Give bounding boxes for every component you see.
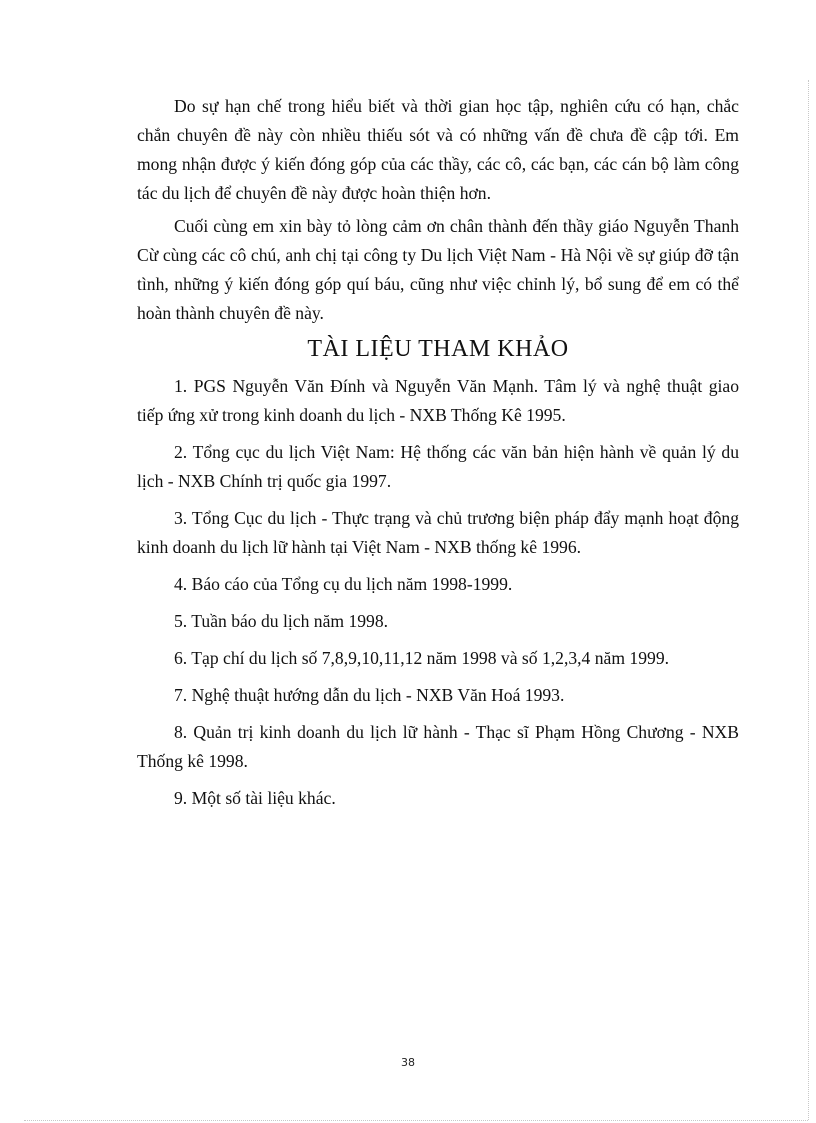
closing-paragraph-2: Cuối cùng em xin bày tỏ lòng cảm ơn chân thành đến thầy giáo Nguyễn Thanh Cừ cùng các cô chú, anh chị tại công ty Du lịch Việt Nam - Hà Nội về sự giúp đỡ tận tình, những ý kiến đóng góp quí báu, cũng như việc chỉnh lý, bổ sung để em có thể hoàn thành chuyên đề này. bbox=[137, 216, 739, 323]
page-edge-divider bbox=[808, 80, 809, 1120]
reference-item: 7. Nghệ thuật hướng dẫn du lịch - NXB Văn Hoá 1993. bbox=[174, 685, 565, 705]
reference-item: 6. Tạp chí du lịch số 7,8,9,10,11,12 năm 1998 và số 1,2,3,4 năm 1999. bbox=[174, 648, 670, 668]
references-heading: TÀI LIỆU THAM KHẢO bbox=[307, 336, 569, 362]
closing-paragraph-1: Do sự hạn chế trong hiểu biết và thời gian học tập, nghiên cứu có hạn, chắc chắn chuyên đề này còn nhiều thiếu sót và có những vấn đề chưa đề cập tới. Em mong nhận được ý kiến đóng góp của các thầy, các cô, các bạn, các cán bộ làm công tác du lịch để chuyên đề này được hoàn thiện hơn. bbox=[137, 96, 739, 203]
reference-item: 9. Một số tài liệu khác. bbox=[174, 788, 336, 808]
reference-item: 5. Tuần báo du lịch năm 1998. bbox=[174, 611, 389, 631]
reference-item: 8. Quản trị kinh doanh du lịch lữ hành - Thạc sĩ Phạm Hồng Chương - NXB Thống kê 1998. bbox=[137, 722, 739, 771]
reference-item: 3. Tổng Cục du lịch - Thực trạng và chủ trương biện pháp đẩy mạnh hoạt động kinh doanh du lịch lữ hành tại Việt Nam - NXB thống kê 1996. bbox=[137, 508, 739, 557]
reference-list bbox=[137, 372, 739, 813]
reference-item: 1. PGS Nguyễn Văn Đính và Nguyễn Văn Mạnh. Tâm lý và nghệ thuật giao tiếp ứng xử trong kinh doanh du lịch - NXB Thống Kê 1995. bbox=[137, 376, 739, 425]
reference-item: 2. Tổng cục du lịch Việt Nam: Hệ thống các văn bản hiện hành về quản lý du lịch - NXB Chính trị quốc gia 1997. bbox=[137, 442, 739, 491]
page-number: 38 bbox=[401, 1056, 415, 1069]
reference-item: 4. Báo cáo của Tổng cụ du lịch năm 1998-1999. bbox=[174, 574, 513, 594]
page-bottom-divider bbox=[24, 1120, 808, 1121]
page-content bbox=[137, 92, 739, 821]
